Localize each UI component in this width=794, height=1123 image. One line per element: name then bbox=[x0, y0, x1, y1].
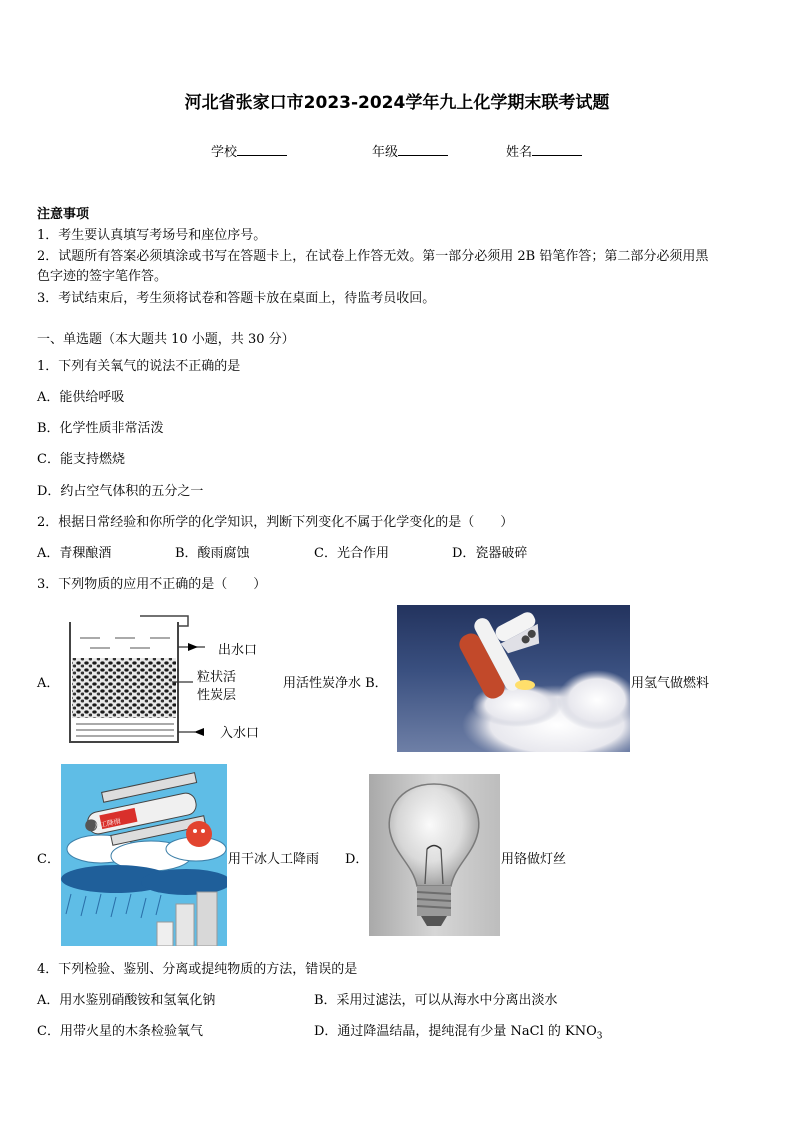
q3-option-c-text: 用干冰人工降雨 bbox=[228, 852, 320, 867]
q3-option-b-text: 用氢气做燃料 bbox=[631, 676, 710, 691]
q3-option-d-text: 用铬做灯丝 bbox=[501, 852, 567, 867]
q4-option-c: C．用带火星的木条检验氧气 bbox=[37, 1024, 203, 1039]
rocket-launch-image bbox=[397, 605, 630, 752]
q3-stem: 3．下列物质的应用不正确的是（ ） bbox=[37, 577, 267, 592]
name-blank bbox=[532, 143, 582, 156]
school-field bbox=[211, 141, 287, 160]
q2-option-d: D．瓷器破碎 bbox=[452, 546, 528, 561]
filter-layer-label-1: 粒状活 bbox=[197, 670, 237, 685]
grade-field bbox=[372, 141, 448, 160]
section-heading: 一、单选题（本大题共 10 小题，共 30 分） bbox=[37, 332, 295, 347]
q2-option-a: A．青稞酿酒 bbox=[37, 546, 112, 561]
q4-option-a: A．用水鉴别硝酸铵和氢氧化钠 bbox=[37, 993, 216, 1008]
q2-option-b: B．酸雨腐蚀 bbox=[175, 546, 250, 561]
q2-option-c: C．光合作用 bbox=[314, 546, 389, 561]
cloud-seeding-image bbox=[61, 764, 227, 946]
notice-item-2-cont: 色字迹的签字笔作答。 bbox=[37, 269, 168, 284]
filter-inlet-label: 入水口 bbox=[220, 726, 260, 741]
school-blank bbox=[237, 143, 287, 156]
grade-label: 年级 bbox=[372, 145, 399, 160]
q3-option-d-label: D． bbox=[345, 852, 369, 867]
q1-stem: 1．下列有关氧气的说法不正确的是 bbox=[37, 359, 241, 374]
school-label: 学校 bbox=[211, 145, 238, 160]
q3-option-c-label: C． bbox=[37, 852, 60, 867]
notice-item-1: 1．考生要认真填写考场号和座位序号。 bbox=[37, 228, 267, 243]
q4-option-b: B．采用过滤法，可以从海水中分离出淡水 bbox=[314, 993, 558, 1008]
q1-option-d: D．约占空气体积的五分之一 bbox=[37, 484, 204, 499]
filter-layer-label-2: 性炭层 bbox=[197, 688, 237, 703]
name-label: 姓名 bbox=[506, 145, 533, 160]
q4-option-d-text: D．通过降温结晶，提纯混有少量 NaCl 的 KNO bbox=[314, 1024, 597, 1039]
q3-option-a-text: 用活性炭净水 B． bbox=[283, 676, 388, 691]
light-bulb-image bbox=[369, 774, 500, 936]
notice-item-2: 2．试题所有答案必须填涂或书写在答题卡上，在试卷上作答无效。第一部分必须用 2B 铅笔作答；第二部分必须用黑 bbox=[37, 249, 709, 264]
q1-option-a: A．能供给呼吸 bbox=[37, 390, 125, 405]
q1-option-c: C．能支持燃烧 bbox=[37, 452, 125, 467]
grade-blank bbox=[398, 143, 448, 156]
q4-stem: 4．下列检验、鉴别、分离或提纯物质的方法，错误的是 bbox=[37, 962, 358, 977]
water-filter-figure bbox=[60, 612, 280, 748]
notice-heading: 注意事项 bbox=[37, 207, 90, 222]
filter-outlet-label: 出水口 bbox=[218, 643, 258, 658]
q4-option-d bbox=[314, 1020, 603, 1042]
plane-sign-text: 人工降雨 bbox=[92, 817, 122, 831]
page-title: 河北省张家口市2023-2024学年九上化学期末联考试题 bbox=[184, 93, 610, 113]
q4-option-d-subscript: 3 bbox=[596, 1031, 603, 1042]
name-field bbox=[506, 141, 582, 160]
q3-option-a-label: A． bbox=[37, 676, 60, 691]
q2-stem: 2．根据日常经验和你所学的化学知识，判断下列变化不属于化学变化的是（ ） bbox=[37, 515, 514, 530]
notice-item-3: 3．考试结束后，考生须将试卷和答题卡放在桌面上，待监考员收回。 bbox=[37, 291, 436, 306]
q1-option-b: B．化学性质非常活泼 bbox=[37, 421, 164, 436]
